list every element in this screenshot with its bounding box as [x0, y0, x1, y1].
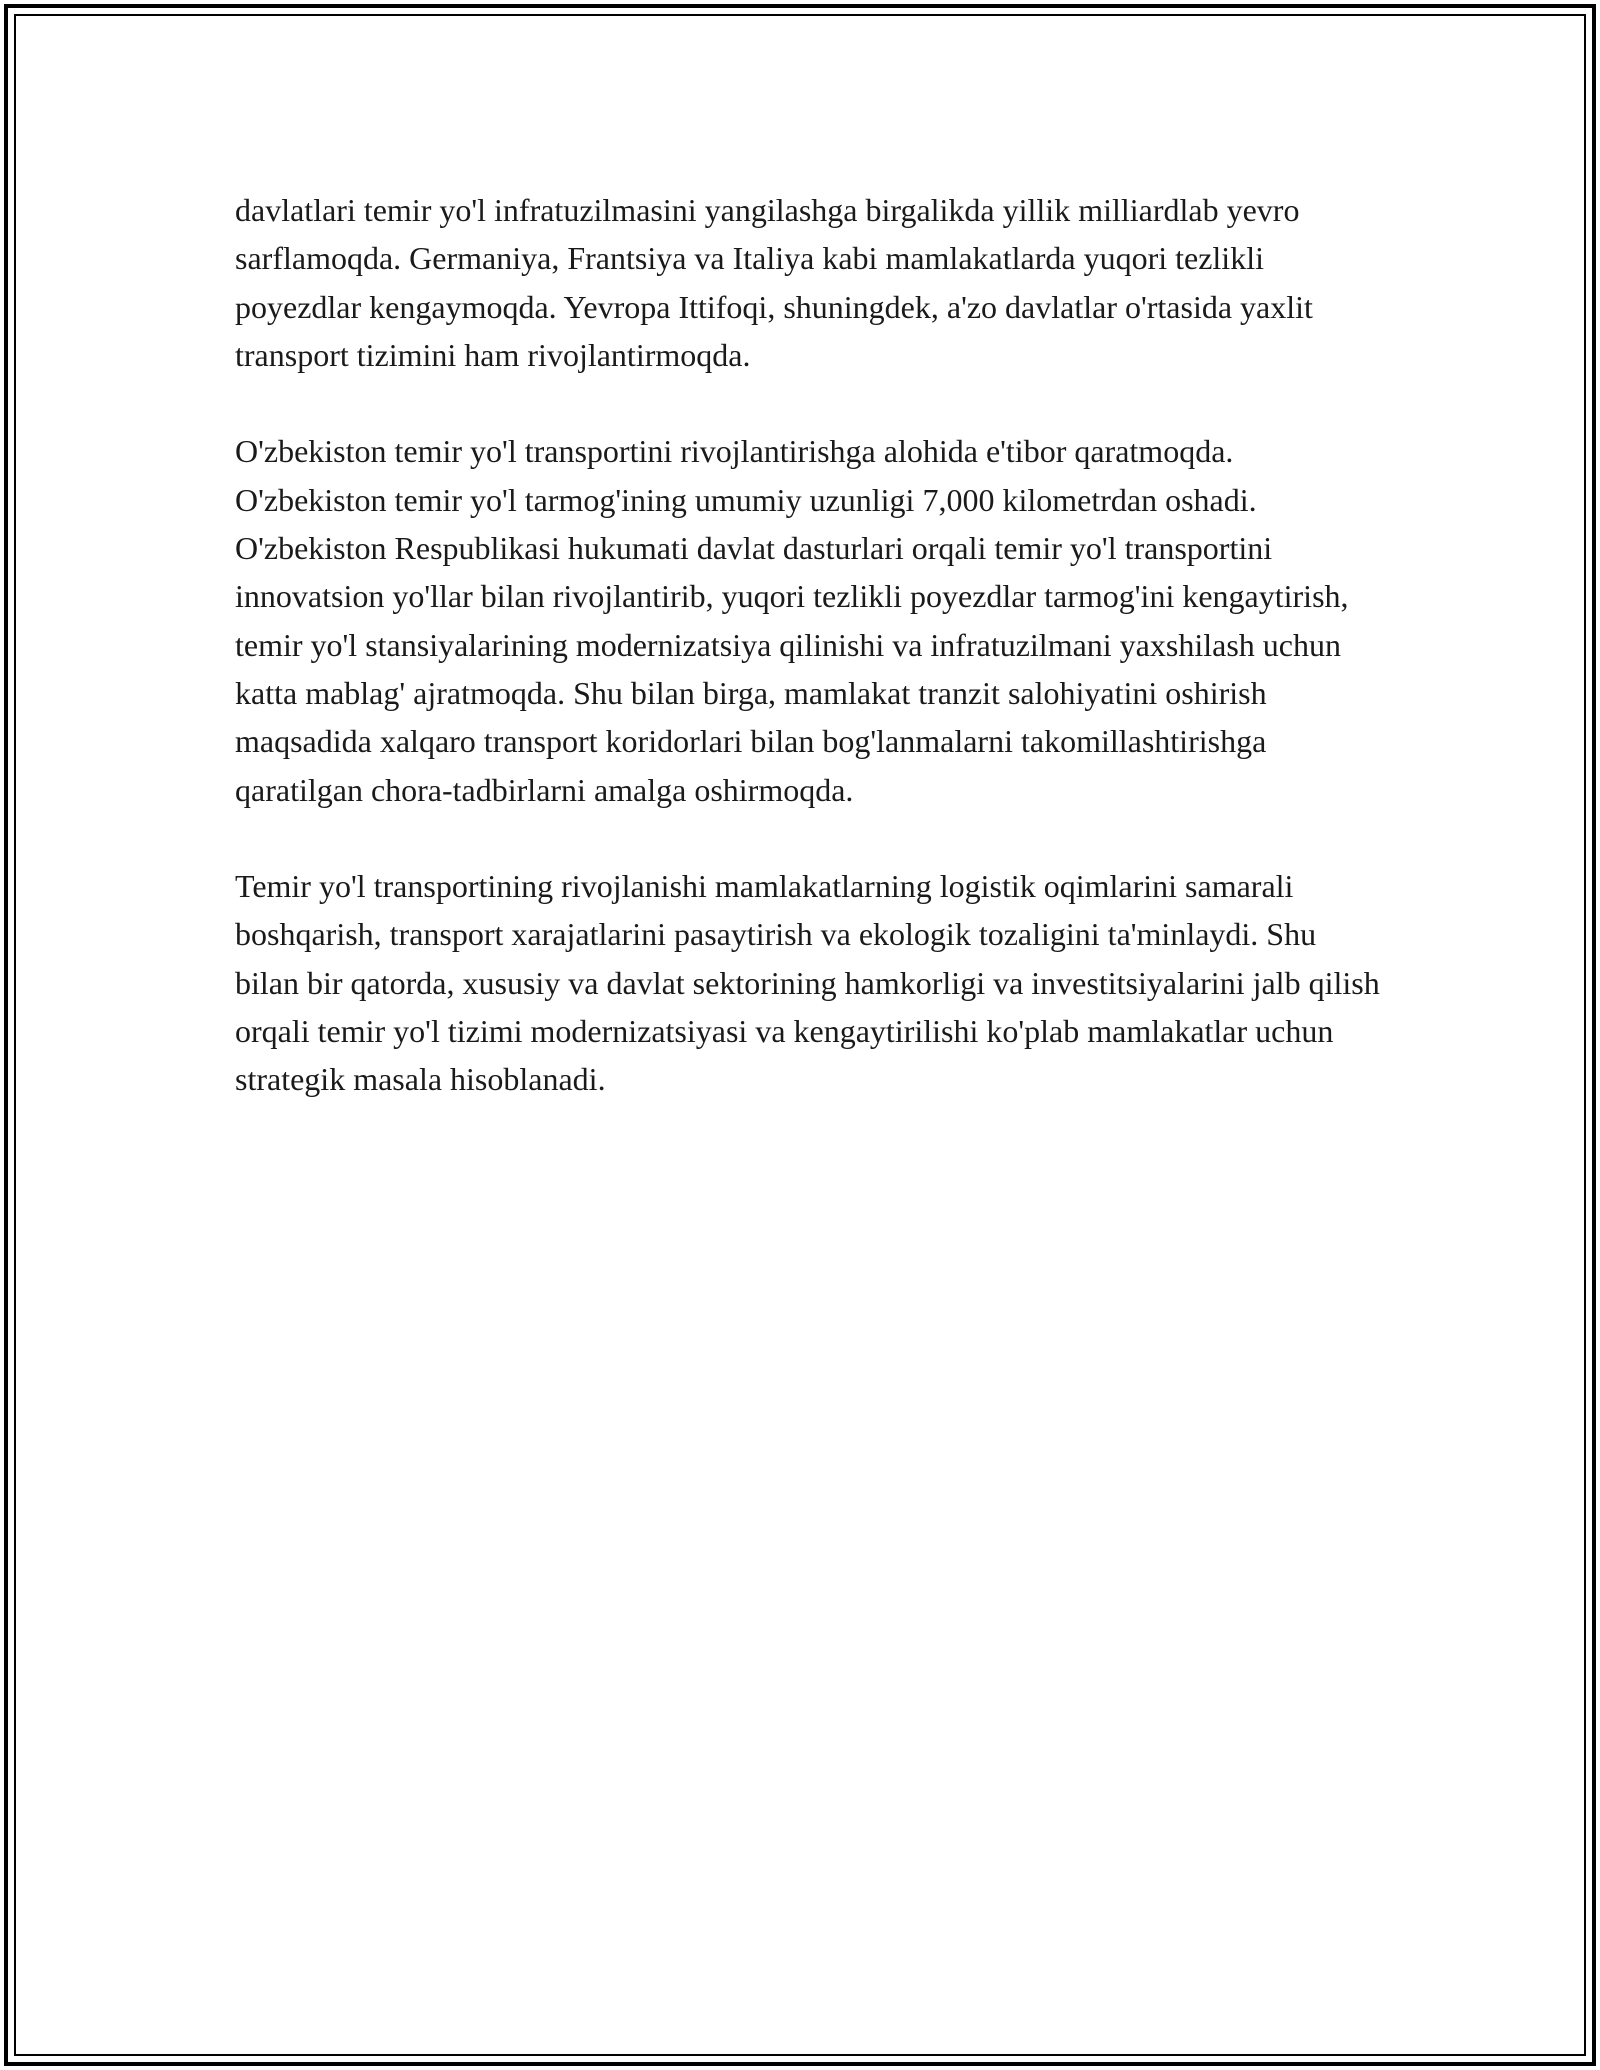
paragraph-3: Temir yo'l transportining rivojlanishi mamlakatlarning logistik oqimlarini samarali boshqarish, transport xarajatlarini pasaytirish va ekologik tozaligini ta'minlaydi. Shu bilan bir qatorda, xususiy va davlat sektorining hamkorligi va investitsiyalarini jalb qilish orqali temir yo'l tizimi modernizatsiyasi va kengaytirilishi ko'plab mamlakatlar uchun strategik masala hisoblanadi. [235, 868, 1380, 1098]
document-body [235, 186, 1380, 1152]
paragraph-1: davlatlari temir yo'l infratuzilmasini yangilashga birgalikda yillik milliardlab yevro sarflamoqda. Germaniya, Frantsiya va Italiya kabi mamlakatlarda yuqori tezlikli poyezdlar kengaymoqda. Yevropa Ittifoqi, shuningdek, a'zo davlatlar o'rtasida yaxlit transport tizimini ham rivojlantirmoqda. [235, 192, 1313, 373]
paragraph-2: O'zbekiston temir yo'l transportini rivojlantirishga alohida e'tibor qaratmoqda. O'zbekiston temir yo'l tarmog'ining umumiy uzunligi 7,000 kilometrdan oshadi. O'zbekiston Respublikasi hukumati davlat dasturlari orqali temir yo'l transportini innovatsion yo'llar bilan rivojlantirib, yuqori tezlikli poyezdlar tarmog'ini kengaytirish, temir yo'l stansiyalarining modernizatsiya qilinishi va infratuzilmani yaxshilash uchun katta mablag' ajratmoqda. Shu bilan birga, mamlakat tranzit salohiyatini oshirish maqsadida xalqaro transport koridorlari bilan bog'lanmalarni takomillashtirishga qaratilgan chora-tadbirlarni amalga oshirmoqda. [235, 433, 1349, 808]
